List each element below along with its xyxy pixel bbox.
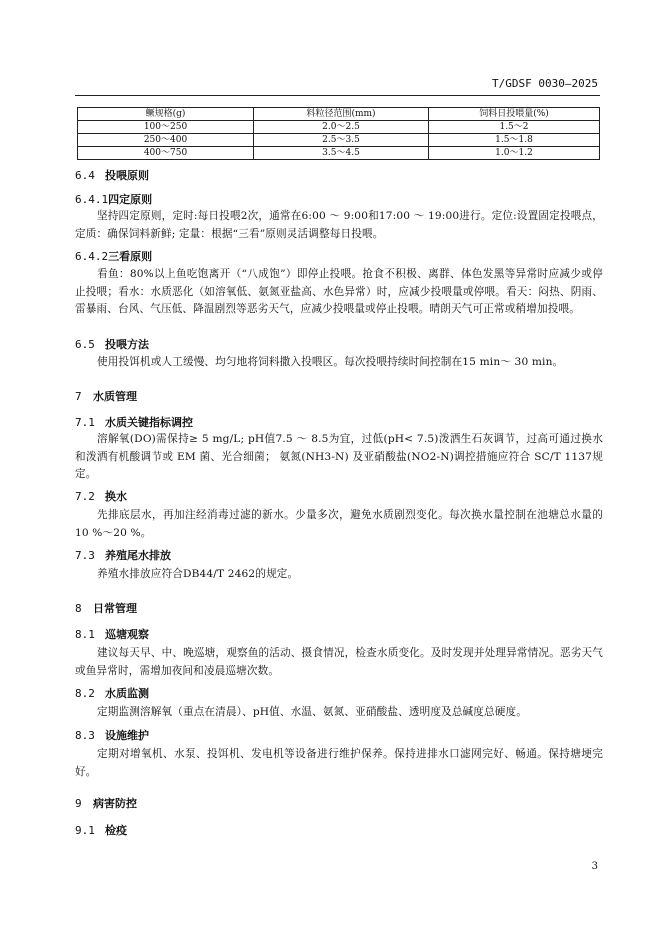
table-cell: 2.0～2.5	[254, 121, 429, 134]
heading-9-1: 9.1 检疫	[75, 824, 127, 837]
table-cell: 3.5～4.5	[254, 147, 429, 160]
paragraph-6-5: 使用投饵机或人工缓慢、均匀地将饲料撒入投喂区。每次投喂持续时间控制在15 min～ 30 min。	[97, 356, 564, 368]
table-header-cell: 鳜规格(g)	[78, 108, 254, 121]
paragraph-8-2: 定期监测溶解氧（重点在清晨）、pH值、水温、氨氮、亚硝酸盐、透明度及总碱度总硬度。	[97, 706, 528, 718]
feeding-spec-table	[77, 107, 600, 160]
table-cell: 100～250	[78, 121, 254, 134]
table-cell: 400～750	[78, 147, 254, 160]
paragraph-6-4-2: 看鱼：80%以上鱼吃饱离开（“八成饱”）即停止投喂。抢食不积极、离群、体色发黑等异常时应减少或停止投喂；看水：水质恶化（如溶氧低、氨氮亚盐高、水色异常）时，应减少投喂量或停喂。看天：闷热、阴雨、雷暴雨、台风、气压低、降温剧烈等恶劣天气，应减少投喂量或停止投喂。晴朗天气可正常或稍增加投喂。	[75, 268, 603, 315]
paragraph-7-2: 先排底层水，再加注经消毒过滤的新水。少量多次，避免水质剧烈变化。每次换水量控制在池塘总水量的10 %～20 %。	[75, 509, 603, 539]
heading-8-3: 8.3 设施维护	[75, 729, 149, 742]
table-row	[78, 147, 600, 160]
table-header-cell: 料粒径范围(mm)	[254, 108, 429, 121]
page-number: 3	[591, 861, 598, 872]
paragraph-7-1: 溶解氧(DO)需保持≥ 5 mg/L; pH值7.5 ～ 8.5为宜，过低(pH< 7.5)泼洒生石灰调节，过高可通过换水和泼洒有机酸调节或 EM 菌、光合细菌； 氨氮(NH3-N) 及亚硝酸盐(NO2-N)调控措施应符合 SC/T 1137规定。	[75, 433, 603, 480]
table-cell: 1.5～1.8	[429, 134, 600, 147]
heading-6-4-1: 6.4.1四定原则	[75, 193, 153, 206]
table-cell: 1.5～2	[429, 121, 600, 134]
heading-8-1: 8.1 巡塘观察	[75, 628, 149, 641]
heading-6-5: 6.5 投喂方法	[75, 338, 149, 351]
table-cell: 2.5～3.5	[254, 134, 429, 147]
table-row	[78, 134, 600, 147]
heading-6-4: 6.4 投喂原则	[75, 169, 149, 182]
paragraph-7-3: 养殖水排放应符合DB44/T 2462的规定。	[97, 568, 299, 580]
header-rule	[75, 95, 600, 96]
table-header-cell: 饲料日投喂量(%)	[429, 108, 600, 121]
paragraph-8-1: 建议每天早、中、晚巡塘，观察鱼的活动、摄食情况，检查水质变化。及时发现并处理异常情况。恶劣天气或鱼异常时，需增加夜间和凌晨巡塘次数。	[75, 647, 603, 677]
paragraph-6-4-1: 坚持四定原则，定时:每日投喂2次，通常在6:00 ～ 9:00和17:00 ～ 19:00进行。定位:设置固定投喂点，定质：确保饲料新鲜; 定量：根据“三看”原则灵活调整每日投喂。	[75, 210, 603, 240]
table-header-row	[78, 108, 600, 121]
heading-7-3: 7.3 养殖尾水排放	[75, 549, 171, 562]
heading-8-2: 8.2 水质监测	[75, 687, 149, 700]
heading-8: 8 日常管理	[75, 602, 137, 615]
heading-6-4-2: 6.4.2三看原则	[75, 250, 153, 263]
document-code: T/GDSF 0030—2025	[492, 77, 598, 90]
heading-7-2: 7.2 换水	[75, 490, 127, 503]
heading-7-1: 7.1 水质关键指标调控	[75, 416, 193, 429]
heading-7: 7 水质管理	[75, 390, 137, 403]
table-cell: 1.0～1.2	[429, 147, 600, 160]
table-cell: 250～400	[78, 134, 254, 147]
heading-9: 9 病害防控	[75, 797, 137, 810]
table-row	[78, 121, 600, 134]
paragraph-8-3: 定期对增氧机、水泵、投饵机、发电机等设备进行维护保养。保持进排水口滤网完好、畅通。保持塘埂完好。	[75, 748, 603, 778]
